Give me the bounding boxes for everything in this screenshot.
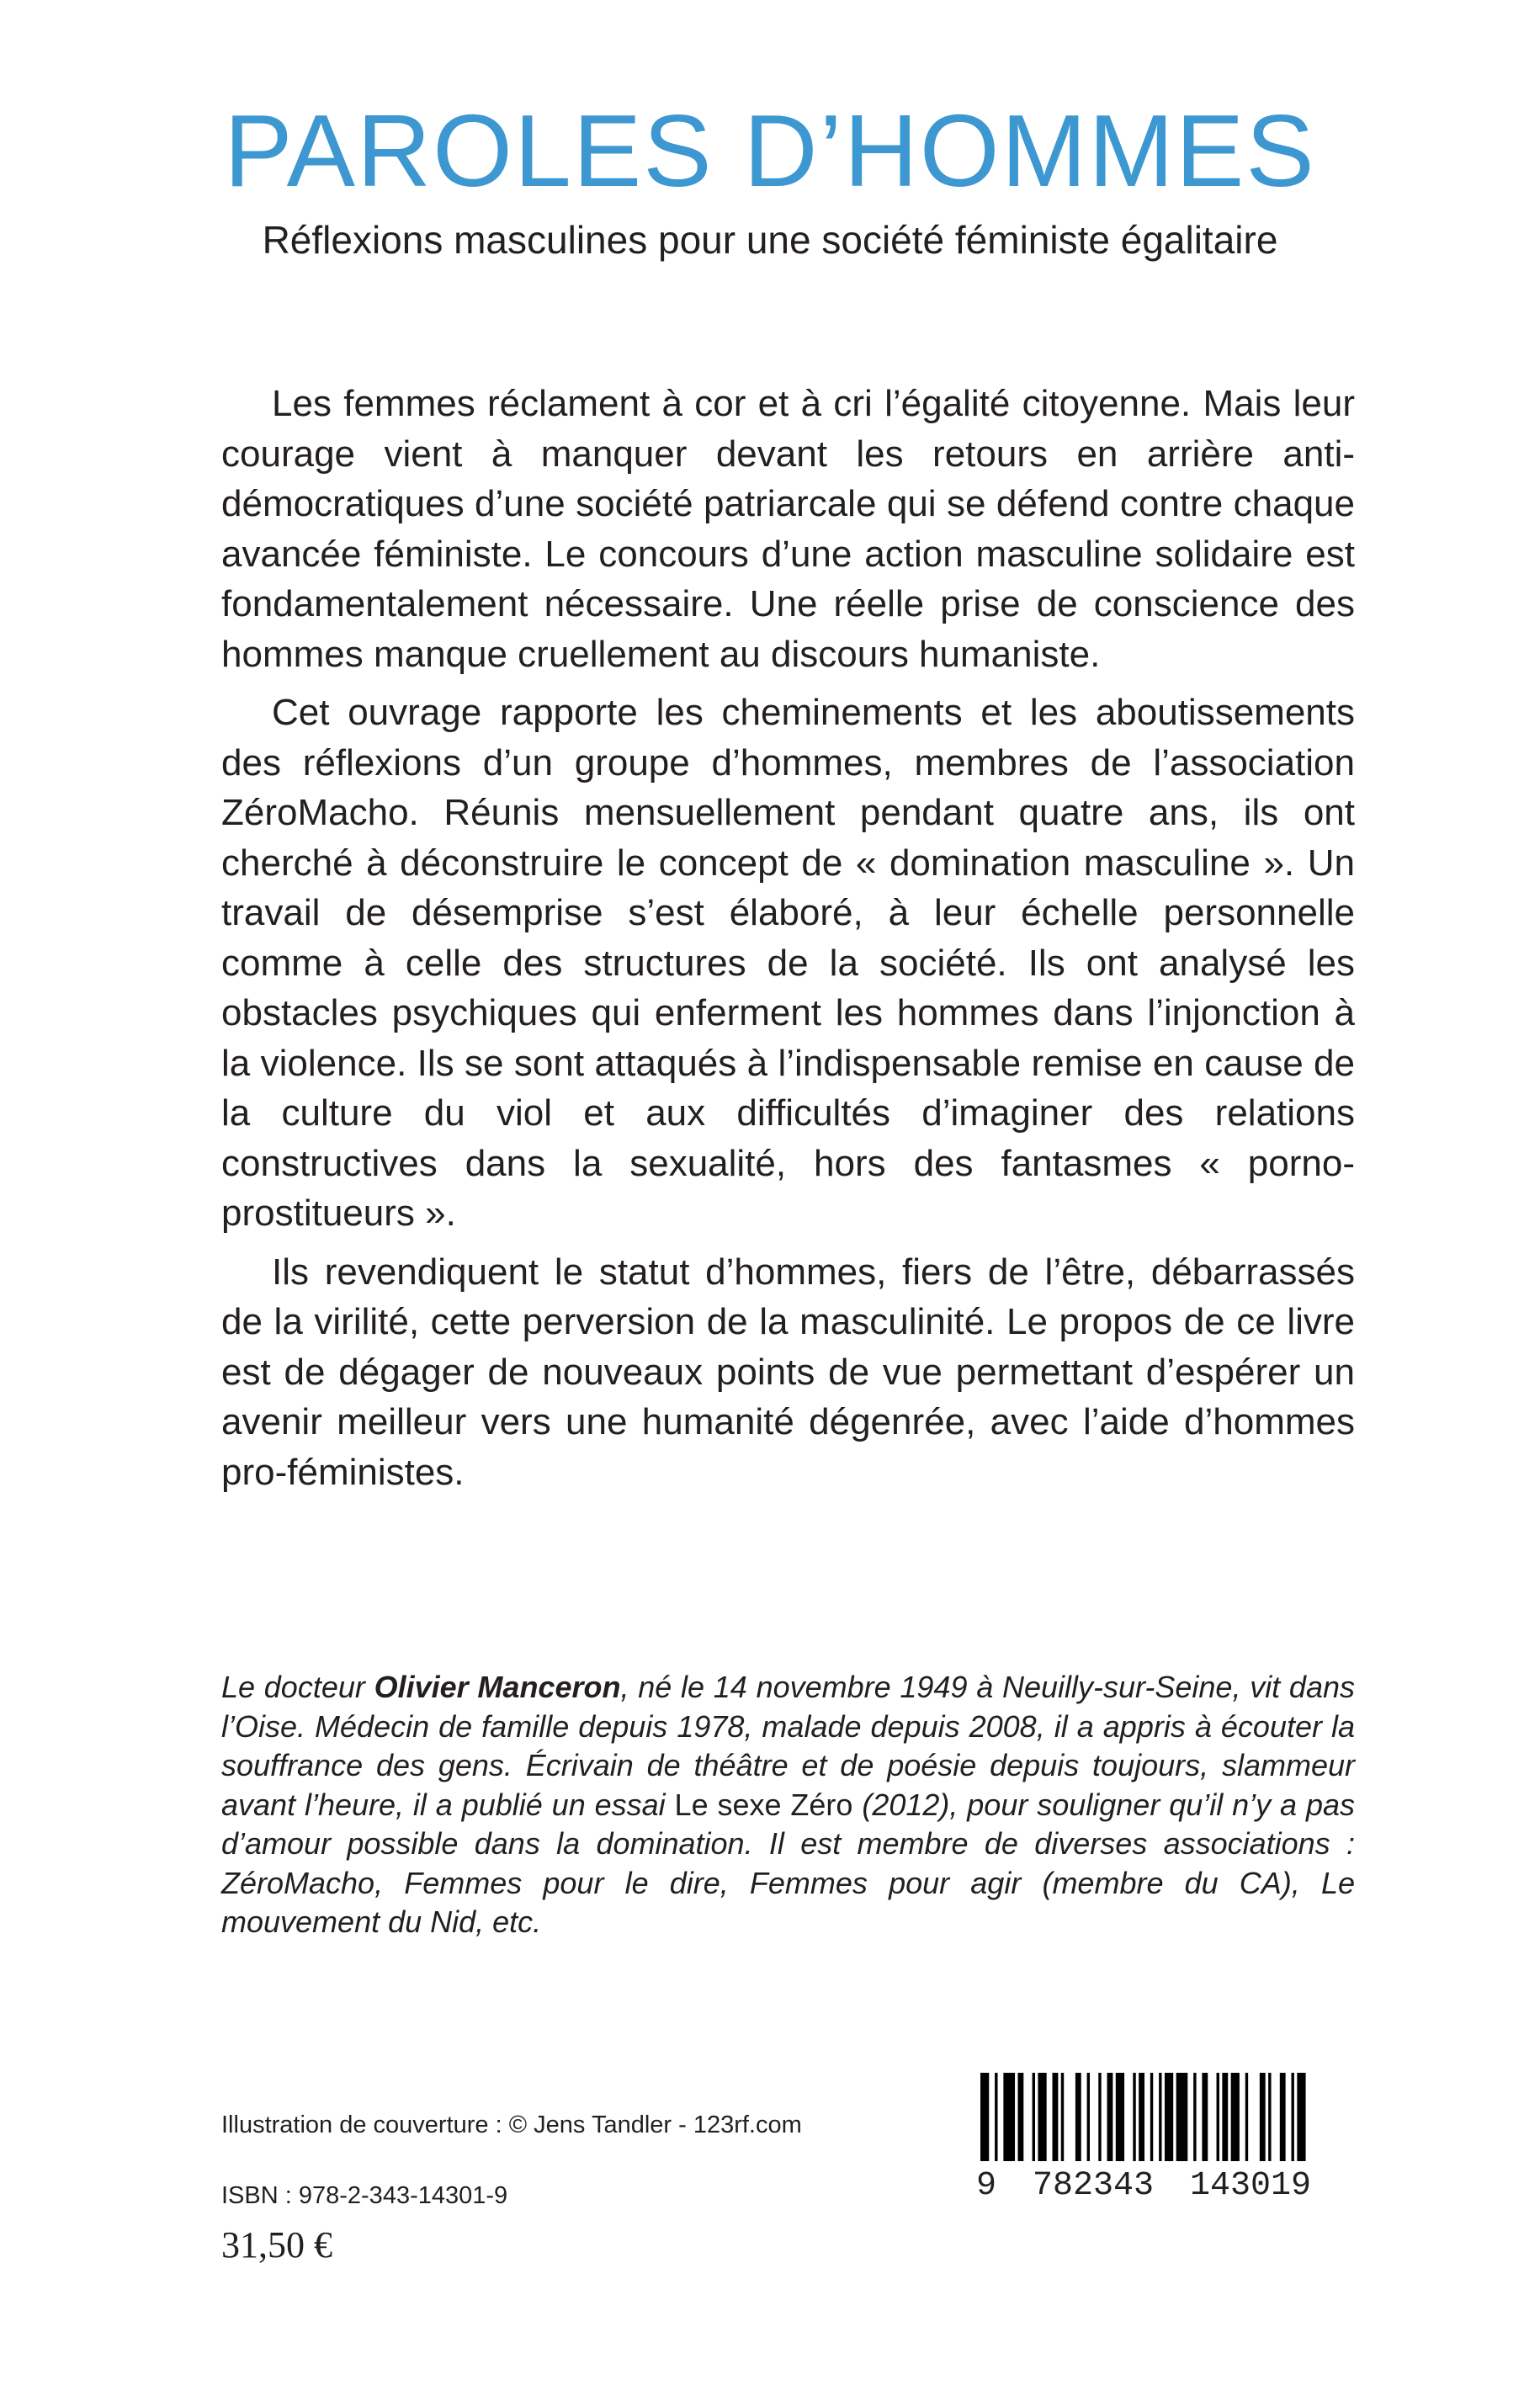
- barcode-bar: [1245, 2073, 1248, 2161]
- barcode-bar: [1150, 2073, 1153, 2161]
- isbn: ISBN : 978-2-343-14301-9: [221, 2182, 508, 2209]
- barcode-bar: [1217, 2073, 1219, 2161]
- barcode-bar: [1159, 2073, 1161, 2161]
- barcode-digit-group-3: 143019: [1189, 2167, 1311, 2205]
- barcode-bar: [1087, 2073, 1090, 2161]
- barcode-bar: [1222, 2073, 1228, 2161]
- barcode-bar: [1165, 2073, 1173, 2161]
- book-title: PAROLES D’HOMMES: [224, 93, 1316, 208]
- barcode-bar: [1231, 2073, 1240, 2161]
- barcode-bar: [1017, 2073, 1023, 2161]
- barcode-bar: [1193, 2073, 1196, 2161]
- barcode-icon: [980, 2073, 1309, 2228]
- barcode-digits: [976, 2167, 1311, 2205]
- cover-illustration-credit: Illustration de couverture : © Jens Tandler - 123rf.com: [221, 2111, 802, 2138]
- barcode-bar: [1107, 2073, 1113, 2161]
- bio-text-1: , né le 14 novembre 1949 à Neuilly-sur-Seine, vit dans l’Oise. Médecin de famille depuis 1978, malade depuis 2008, il a appris à écouter la souffrance des gens. Écrivain de théâtre et de poésie depuis toujours, slammeur avant l’heure, il a publié un essai: [221, 1670, 1355, 1822]
- blurb-paragraph-3: Ils revendiquent le statut d’hommes, fiers de l’être, débarrassés de la virilité, cette perversion de la masculinité. Le propos de ce livre est de dégager de nouveaux points de vue permettant d’espérer un avenir meilleur vers une humanité dégenrée, avec l’aide d’hommes pro-féministes.: [221, 1251, 1355, 1493]
- barcode-bar: [1098, 2073, 1101, 2161]
- barcode-bar: [995, 2073, 997, 2161]
- blurb-paragraph-1: Les femmes réclament à cor et à cri l’égalité citoyenne. Mais leur courage vient à manquer devant les retours en arrière anti-démocratiques d’une société patriarcale qui se défend contre chaque avancée féministe. Le concours d’une action masculine solidaire est fondamentalement nécessaire. Une réelle prise de conscience des hommes manque cruellement au discours humaniste.: [221, 383, 1355, 675]
- barcode-bar: [1053, 2073, 1059, 2161]
- barcode-bar: [1033, 2073, 1035, 2161]
- barcode-bar: [1133, 2073, 1135, 2161]
- barcode-bar: [1291, 2073, 1293, 2161]
- bio-text-2: (2012), pour souligner qu’il n’y a pas d’amour possible dans la domination. Il est membre de diverses associations : ZéroMacho, Femmes pour le dire, Femmes pour agir (membre du CA), Le mouvement du Nid, etc.: [221, 1787, 1355, 1939]
- barcode-digit-group-2: 782343: [1032, 2167, 1154, 2205]
- back-cover-blurb: [221, 379, 1355, 1506]
- barcode-bar: [1297, 2073, 1305, 2161]
- price: 31,50 €: [221, 2224, 332, 2265]
- bio-intro: Le docteur: [221, 1670, 374, 1704]
- book-subtitle: Réflexions masculines pour une société féministe égalitaire: [262, 218, 1278, 262]
- barcode-bar: [1061, 2073, 1064, 2161]
- barcode-bar: [1260, 2073, 1266, 2161]
- blurb-paragraph-2: Cet ouvrage rapporte les cheminements et les aboutissements des réflexions d’un groupe d’hommes, membres de l’association ZéroMacho. Réunis mensuellement pendant quatre ans, ils ont cherché à déconstruire le concept de « domination masculine ». Un travail de désemprise s’est élaboré, à leur échelle personnelle comme à celle des structures de la société. Ils ont analysé les obstacles psychiques qui enferment les hommes dans l’injonction à la violence. Ils se sont attaqués à l’indispensable remise en cause de la culture du viol et aux difficultés d’imaginer des relations constructives dans la sexualité, hors des fantasmes « porno-prostitueurs ».: [221, 692, 1355, 1234]
- author-name: Olivier Manceron: [374, 1670, 621, 1704]
- bio-book-title: Le sexe Zéro: [674, 1787, 853, 1822]
- author-bio: [221, 1668, 1355, 1942]
- barcode-bar: [980, 2073, 989, 2161]
- barcode-bar: [1268, 2073, 1271, 2161]
- barcode-bar: [1280, 2073, 1286, 2161]
- barcode-digit-group-1: 9: [976, 2167, 997, 2205]
- barcode-bar: [1116, 2073, 1124, 2161]
- barcode-bar: [1139, 2073, 1144, 2161]
- barcode-bar: [1038, 2073, 1046, 2161]
- barcode-bar: [1176, 2073, 1188, 2161]
- barcode-bar: [1075, 2073, 1081, 2161]
- barcode-bar: [1202, 2073, 1208, 2161]
- barcode-bar: [1003, 2073, 1015, 2161]
